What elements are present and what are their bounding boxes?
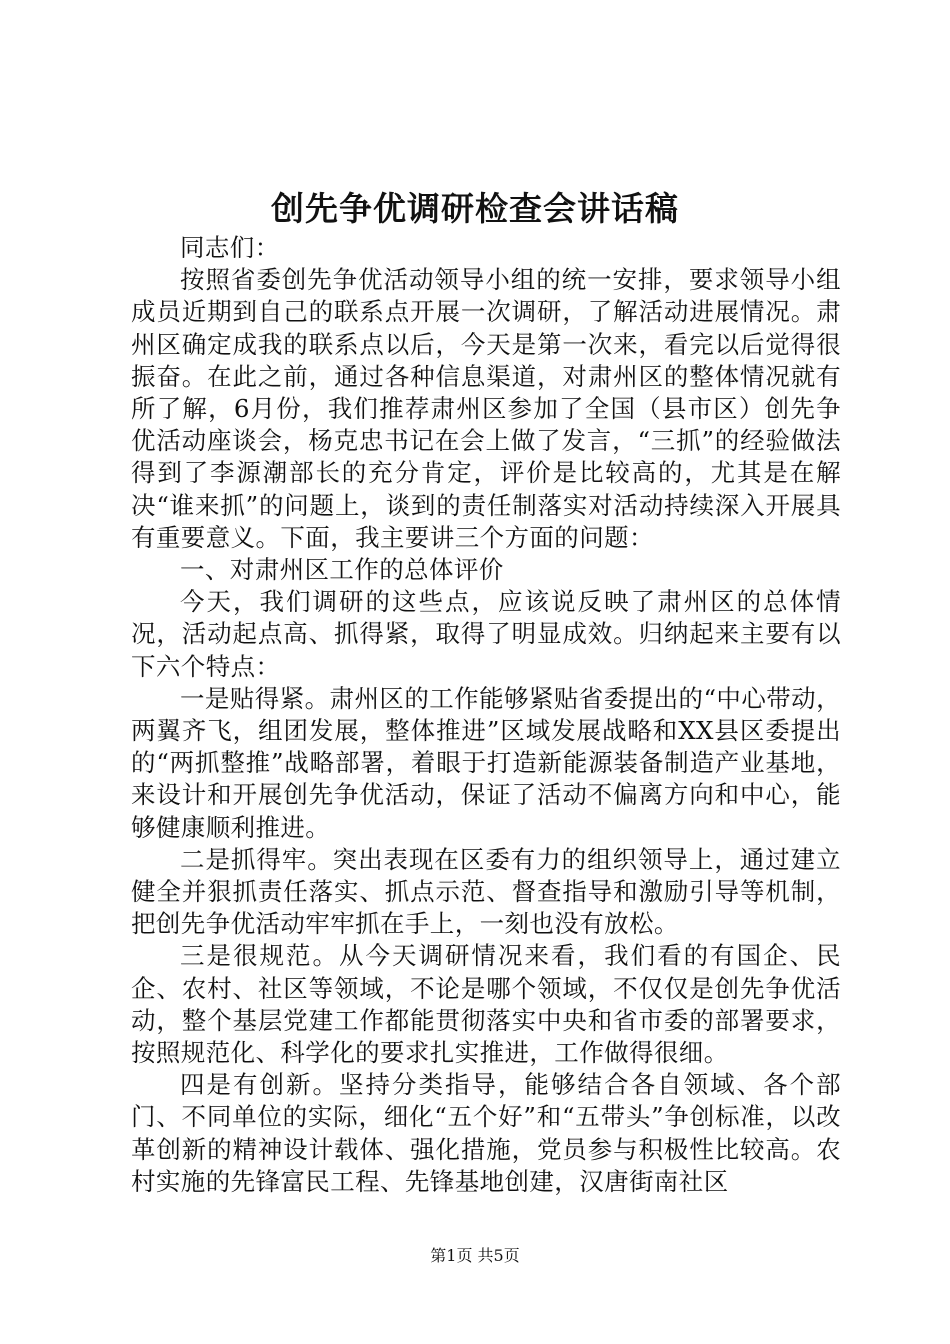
body-paragraph: 二是抓得牢。突出表现在区委有力的组织领导上，通过建立健全并狠抓责任落实、抓点示范、督查指导和激励引导等机制，把创先争优活动牢牢抓在手上，一刻也没有放松。 — [131, 844, 841, 939]
document-title: 创先争优调研检查会讲话稿 — [271, 189, 679, 228]
salutation-paragraph: 同志们： — [180, 233, 280, 262]
body-paragraph: 按照省委创先争优活动领导小组的统一安排，要求领导小组成员近期到自己的联系点开展一次调研，了解活动进展情况。肃州区确定成我的联系点以后，今天是第一次来，看完以后觉得很振奋。在此之前，通过各种信息渠道，对肃州区的整体情况就有所了解，6月份，我们推荐肃州区参加了全国（县市区）创先争优活动座谈会，杨克忠书记在会上做了发言，“三抓”的经验做法得到了李源潮部长的充分肯定，评价是比较高的，尤其是在解决“谁来抓”的问题上，谈到的责任制落实对活动持续深入开展具有重要意义。下面，我主要讲三个方面的问题： — [131, 265, 841, 552]
body-paragraph: 今天，我们调研的这些点，应该说反映了肃州区的总体情况，活动起点高、抓得紧，取得了明显成效。归纳起来主要有以下六个特点： — [131, 587, 841, 681]
body-paragraph: 三是很规范。从今天调研情况来看，我们看的有国企、民企、农村、社区等领域，不论是哪个领域，不仅仅是创先争优活动，整个基层党建工作都能贯彻落实中央和省市委的部署要求，按照规范化、科学化的要求扎实推进，工作做得很细。 — [131, 941, 841, 1068]
page-footer: 第1页 共5页 — [430, 1246, 520, 1265]
body-paragraph: 四是有创新。坚持分类指导，能够结合各自领域、各个部门、不同单位的实际，细化“五个好”和“五带头”争创标准，以改革创新的精神设计载体、强化措施，党员参与积极性比较高。农村实施的先锋富民工程、先锋基地创建，汉唐街南社区 — [131, 1070, 841, 1196]
body-paragraph: 一是贴得紧。肃州区的工作能够紧贴省委提出的“中心带动，两翼齐飞，组团发展，整体推进”区域发展战略和XX县区委提出的“两抓整推”战略部署，着眼于打造新能源装备制造产业基地，来设计和开展创先争优活动，保证了活动不偏离方向和中心，能够健康顺利推进。 — [131, 683, 841, 842]
section-heading: 一、对肃州区工作的总体评价 — [180, 555, 504, 585]
document-body — [131, 232, 841, 1198]
